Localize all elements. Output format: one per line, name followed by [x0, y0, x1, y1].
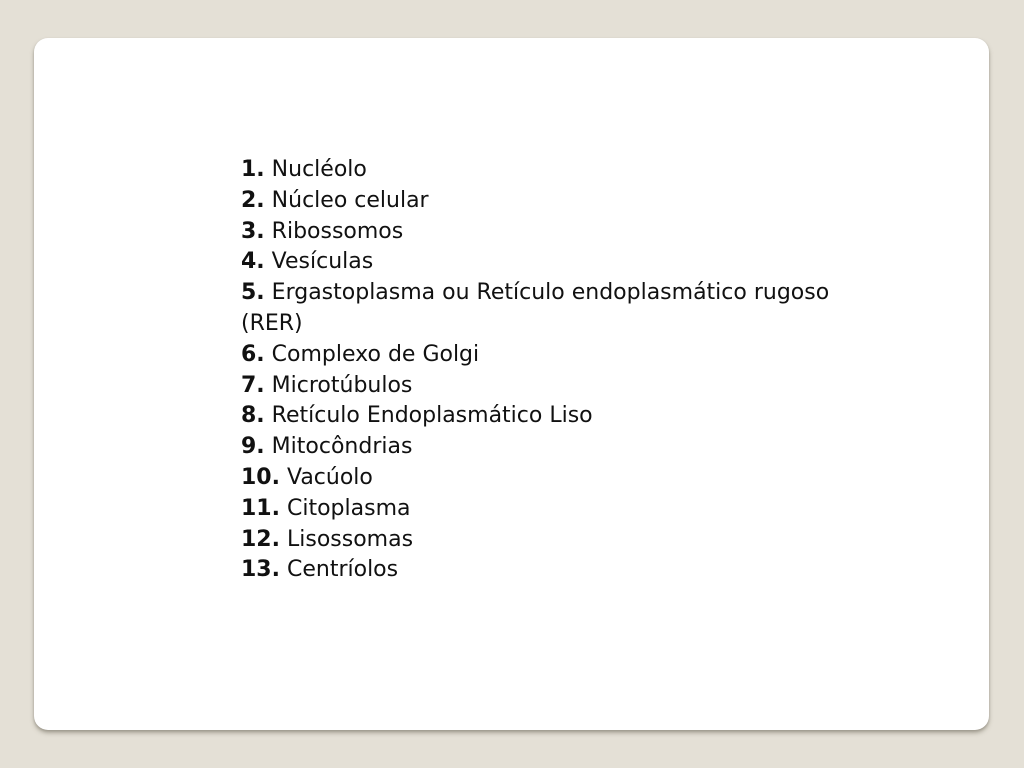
item-label: Nucléolo	[271, 157, 367, 182]
list-item	[241, 525, 861, 556]
item-number: 3.	[241, 218, 265, 244]
list-item	[241, 340, 861, 371]
item-label: Complexo de Golgi	[271, 341, 480, 367]
list-item	[241, 186, 861, 217]
item-label: Ribossomos	[271, 218, 404, 244]
item-number: 13.	[241, 557, 280, 583]
list-item	[241, 155, 861, 186]
item-number: 5.	[241, 280, 265, 306]
item-label: Centríolos	[286, 557, 399, 583]
item-number: 1.	[241, 157, 265, 182]
item-number: 2.	[241, 187, 265, 213]
slide-card	[34, 38, 989, 730]
list-item	[241, 371, 861, 402]
item-label: Núcleo celular	[271, 187, 429, 213]
item-number: 10.	[241, 464, 280, 490]
item-label: Citoplasma	[286, 495, 411, 521]
list-item	[241, 432, 861, 463]
item-number: 11.	[241, 495, 280, 521]
list-item	[241, 278, 861, 340]
item-number: 9.	[241, 434, 265, 460]
list-item	[241, 494, 861, 525]
item-label: Mitocôndrias	[271, 434, 413, 460]
list-item	[241, 401, 861, 432]
item-number: 6.	[241, 341, 265, 367]
item-label: Ergastoplasma ou Retículo endoplasmático rugoso (RER)	[241, 280, 830, 336]
cell-structures-list	[241, 155, 861, 586]
item-number: 7.	[241, 372, 265, 398]
list-item	[241, 247, 861, 278]
list-item	[241, 217, 861, 248]
item-label: Retículo Endoplasmático Liso	[271, 403, 593, 429]
item-label: Microtúbulos	[271, 372, 413, 398]
item-number: 4.	[241, 249, 265, 275]
item-number: 8.	[241, 403, 265, 429]
list-item	[241, 555, 861, 586]
item-label: Lisossomas	[286, 526, 414, 552]
item-label: Vesículas	[271, 249, 374, 275]
item-label: Vacúolo	[286, 464, 373, 490]
list-item	[241, 463, 861, 494]
item-number: 12.	[241, 526, 280, 552]
